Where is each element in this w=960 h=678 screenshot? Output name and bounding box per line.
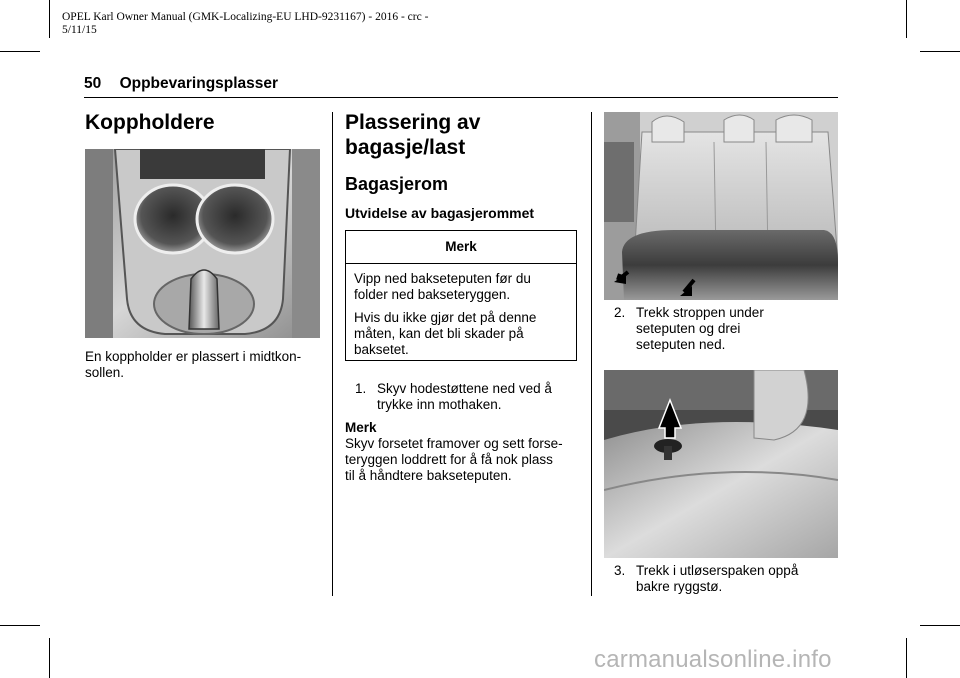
cup-holder-description	[85, 349, 325, 381]
header-rule	[84, 97, 838, 98]
heading-utvidelse: Utvidelse av bagasjerommet	[345, 205, 535, 221]
crop-mark	[920, 625, 960, 626]
column-divider	[591, 112, 592, 596]
step-text: trykke inn mothaken.	[377, 397, 502, 412]
step-1	[355, 381, 580, 413]
cup-holder-photo	[85, 149, 320, 338]
note-box	[345, 230, 577, 361]
text-line: Vipp ned bakseteputen før du	[354, 271, 531, 286]
column-divider	[332, 112, 333, 596]
running-header	[84, 75, 278, 93]
step-3	[614, 563, 836, 595]
heading-line: bagasje/last	[345, 136, 466, 159]
step-text: Trekk stroppen under	[636, 305, 764, 320]
crop-mark	[49, 0, 50, 38]
print-meta	[62, 11, 492, 37]
step-number: 1.	[355, 381, 367, 396]
text-line: Hvis du ikke gjør det på denne	[354, 310, 537, 325]
step-number: 3.	[614, 563, 626, 578]
note-title: Merk	[346, 231, 576, 264]
step-text: Trekk i utløserspaken oppå	[636, 563, 799, 578]
rear-seat-illustration	[604, 112, 838, 300]
text-line: til å håndtere bakseteputen.	[345, 468, 512, 483]
crop-mark	[0, 51, 40, 52]
cup-holder-illustration	[85, 149, 320, 338]
step-2	[614, 305, 836, 353]
merk-label: Merk	[345, 420, 377, 435]
note-paragraph	[346, 310, 576, 358]
text-line: måten, kan det bli skader på	[354, 326, 524, 341]
heading-bagasjerom: Bagasjerom	[345, 174, 449, 194]
step-text: bakre ryggstø.	[636, 579, 723, 594]
crop-mark	[0, 625, 40, 626]
section-title: Oppbevaringsplasser	[119, 75, 279, 92]
crop-mark	[49, 638, 50, 678]
release-lever-illustration	[604, 370, 838, 558]
text-line: En koppholder er plassert i midtkon-	[85, 349, 302, 364]
step-text: Skyv hodestøttene ned ved å	[377, 381, 552, 396]
meta-line: OPEL Karl Owner Manual (GMK-Localizing-EU LHD-9231167) - 2016 - crc -	[62, 11, 429, 23]
release-lever-photo	[604, 370, 838, 558]
page-number: 50	[84, 75, 102, 92]
text-line: baksetet.	[354, 342, 409, 357]
step-text: seteputen og drei	[636, 321, 741, 336]
heading-koppholdere: Koppholdere	[85, 111, 215, 134]
meta-date: 5/11/15	[62, 24, 97, 36]
crop-mark	[906, 638, 907, 678]
crop-mark	[906, 0, 907, 38]
text-line: Skyv forsetet framover og sett forse-	[345, 436, 563, 451]
heading-plassering	[345, 110, 480, 160]
text-line: folder ned bakseteryggen.	[354, 287, 511, 302]
heading-line: Plassering av	[345, 111, 481, 134]
text-line: teryggen loddrett for å få nok plass	[345, 452, 553, 467]
merk-paragraph	[345, 420, 585, 484]
step-text: seteputen ned.	[636, 337, 726, 352]
crop-mark	[920, 51, 960, 52]
step-number: 2.	[614, 305, 626, 320]
watermark: carmanualsonline.info	[594, 646, 832, 673]
note-paragraph	[346, 271, 576, 303]
text-line: sollen.	[85, 365, 125, 380]
rear-seat-photo	[604, 112, 838, 300]
